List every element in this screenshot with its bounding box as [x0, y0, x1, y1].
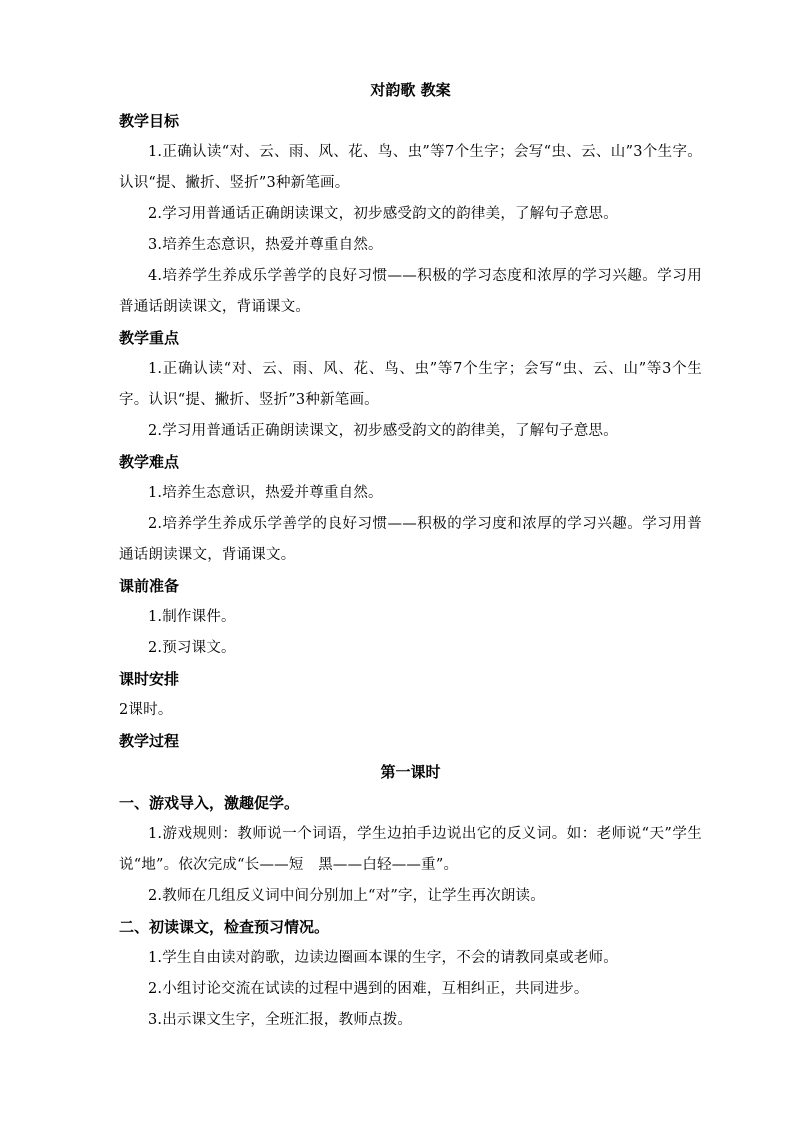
goal-item: 3.培养生态意识，热爱并尊重自然。 — [148, 237, 383, 253]
step-1-item: 1.游戏规则：教师说一个词语，学生边拍手边说出它的反义词。如：老师说“天”学生说“地”。依次完成“长——短 黑——白轻——重”。 — [119, 826, 702, 873]
schedule-text: 2课时。 — [119, 702, 173, 718]
difficulty-item: 2.培养学生养成乐学善学的良好习惯——积极的学习度和浓厚的学习兴趣。学习用普通话朗读课文，背诵课文。 — [119, 516, 702, 563]
heading-goals: 教学目标 — [119, 112, 180, 130]
step-1-item: 2.教师在几组反义词中间分别加上“对”字，让学生再次朗读。 — [148, 888, 545, 904]
key-point-item: 1.正确认读“对、云、雨、风、花、鸟、虫”等7个生字；会写“虫、云、山”等3个生字。认识“提、撇折、竖折”3种新笔画。 — [119, 361, 702, 408]
heading-difficulties: 教学难点 — [119, 453, 180, 471]
key-point-item: 2.学习用普通话正确朗读课文，初步感受韵文的韵律美，了解句子意思。 — [148, 423, 618, 439]
document-body — [119, 75, 702, 1036]
heading-process: 教学过程 — [119, 732, 180, 750]
step-2-item: 3.出示课文生字，全班汇报，教师点拨。 — [148, 1012, 413, 1028]
heading-step-1: 一、游戏导入，激趣促学。 — [119, 794, 300, 812]
preparation-item: 2.预习课文。 — [148, 640, 236, 656]
heading-preparation: 课前准备 — [119, 577, 180, 595]
step-2-item: 1.学生自由读对韵歌，边读边圈画本课的生字，不会的请教同桌或老师。 — [148, 950, 618, 966]
document-title: 对韵歌 教案 — [370, 81, 451, 99]
heading-schedule: 课时安排 — [119, 670, 180, 688]
preparation-item: 1.制作课件。 — [148, 609, 236, 625]
heading-key-points: 教学重点 — [119, 329, 180, 347]
lesson-title: 第一课时 — [380, 763, 441, 781]
difficulty-item: 1.培养生态意识，热爱并尊重自然。 — [148, 485, 383, 501]
goal-item: 2.学习用普通话正确朗读课文，初步感受韵文的韵律美，了解句子意思。 — [148, 206, 618, 222]
goal-item: 4.培养学生养成乐学善学的良好习惯——积极的学习态度和浓厚的学习兴趣。学习用普通话朗读课文，背诵课文。 — [119, 268, 702, 315]
heading-step-2: 二、初读课文，检查预习情况。 — [119, 918, 330, 936]
step-2-item: 2.小组讨论交流在试读的过程中遇到的困难，互相纠正，共同进步。 — [148, 981, 589, 997]
goal-item: 1.正确认读“对、云、雨、风、花、鸟、虫”等7个生字；会写“虫、云、山”3个生字。认识“提、撇折、竖折”3种新笔画。 — [119, 144, 702, 191]
